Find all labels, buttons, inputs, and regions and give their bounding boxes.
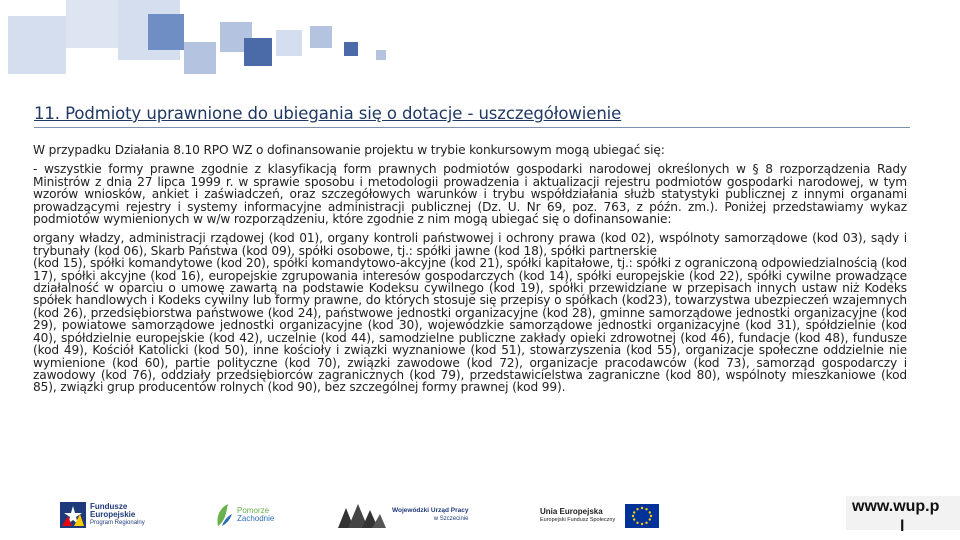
wup-blocks-icon bbox=[336, 500, 388, 530]
wup-line1: Wojewódzki Urząd Pracy bbox=[392, 507, 469, 514]
decor-square bbox=[8, 16, 66, 74]
title-divider bbox=[34, 127, 910, 128]
slide-content bbox=[33, 144, 907, 401]
decor-square bbox=[244, 38, 272, 66]
slide-title: 11. Podmioty uprawnione do ubiegania się o dotacje - uszczegółowienie bbox=[34, 104, 622, 123]
paragraph-entity-list: organy władzy, administracji rządowej (kod 01), organy kontroli państwowej i ochrony prawa (kod 02), wspólnoty samorządowe (kod 03), sądy i trybunały (kod 06), Skarb Państwa (kod 09), spółki osobowe, tj.: spółki jawne (kod 18), spółki partnerskie bbox=[33, 231, 907, 258]
fe-line1: Fundusze bbox=[90, 502, 128, 511]
decor-square bbox=[276, 30, 302, 56]
pz-line2: Zachodnie bbox=[237, 514, 275, 523]
wup-line2: w Szczecinie bbox=[433, 516, 469, 522]
decor-square bbox=[66, 0, 118, 48]
logo-fundusze-europejskie bbox=[60, 502, 145, 528]
decor-square bbox=[376, 50, 386, 60]
paragraph-entity-list-continued: (kod 15), spółki komandytowe (kod 20), spółki komandytowo-akcyjne (kod 21), spółki kapitałowe, tj.: spółki z ograniczoną odpowiedzialnością (kod 17), spółki akcyjne (kod 16), europejskie zgrupowania interesów gospodarczych (kod 14), spółki europejskie (kod 22), spółki cywilne prowadzące działalność w oparciu o umowę zawartą na podstawie Kodeksu cywilnego (kod 19), spółki przewidziane w przepisach innych ustaw niż Kodeks spółek handlowych i Kodeks cywilny lub formy prawne, do których stosuje się przepisy o spółkach (kod23), towarzystwa ubezpieczeń wzajemnych (kod 26), przedsiębiorstwa państwowe (kod 24), państwowe jednostki organizacyjne (kod 28), gminne samorządowe jednostki organizacyjne (kod 29), powiatowe samorządowe jednostki organizacyjne (kod 30), wojewódzkie samorządowe jednostki organizacyjne (kod 31), spółdzielnie (kod 40), spółdzielnie europejskie (kod 42), uczelnie (kod 44), samodzielne publiczne zakłady opieki zdrowotnej (kod 46), fundacje (kod 48), fundusze (kod 49), Kościół Katolicki (kod 50), inne kościoły i związki wyznaniowe (kod 51), stowarzyszenia (kod 55), organizacje społeczne oddzielnie nie wymienione (kod 60), partie polityczne (kod 70), związki zawodowe (kod 72), organizacje pracodawców (kod 73), samorząd gospodarczy i zawodowy (kod 76), oddziały przedsiębiorców zagranicznych (kod 79), przedstawicielstwa zagraniczne (kod 80), wspólnoty mieszkaniowe (kod 85), związki grup producentów rolnych (kod 90), bez szczególnej formy prawnej (kod 99). bbox=[33, 256, 907, 395]
website-url-tail[interactable]: l bbox=[900, 518, 905, 535]
pz-line1: Pomorze bbox=[237, 506, 270, 515]
fe-line3: Program Regionalny bbox=[90, 520, 145, 526]
logo-pomorze-zachodnie bbox=[214, 502, 274, 528]
decor-square bbox=[148, 14, 184, 50]
pz-leaf-icon bbox=[214, 502, 234, 528]
decor-square bbox=[344, 42, 358, 56]
eu-flag-icon bbox=[625, 504, 659, 528]
decor-square bbox=[310, 26, 332, 48]
intro-paragraph: W przypadku Działania 8.10 RPO WZ o dofinansowanie projektu w trybie konkursowym mogą ubiegać się: bbox=[33, 143, 665, 157]
decor-square bbox=[184, 42, 216, 74]
ue-line2: Europejski Fundusz Społeczny bbox=[540, 517, 616, 523]
footer-logos bbox=[0, 494, 960, 540]
logo-unia-europejska bbox=[540, 504, 659, 528]
fe-star-icon bbox=[60, 502, 86, 528]
logo-wup-szczecin bbox=[336, 500, 468, 530]
ue-line1: Unia Europejska bbox=[540, 507, 603, 516]
paragraph-legal-forms: - wszystkie formy prawne zgodnie z klasyfikacją form prawnych podmiotów gospodarki narodowej określonych w § 8 rozporządzenia Rady Ministrów z dnia 27 lipca 1999 r. w sprawie sposobu i metodologii prowadzenia i aktualizacji rejestru podmiotów gospodarki narodowej, w tym wzorów wniosków, ankiet i zaświadczeń, oraz szczegółowych warunków i trybu współdziałania służb statystyki publicznej z innymi organami prowadzącymi rejestry i systemy informacyjne administracji publicznej (Dz. U. Nr 69, poz. 763, z późn. zm.). Poniżej przedstawiamy wykaz podmiotów wymienionych w w/w rozporządzeniu, które zgodnie z nim mogą ubiegać się o dofinansowanie: bbox=[33, 162, 907, 227]
fe-line2: Europejskie bbox=[90, 510, 136, 519]
website-url[interactable]: www.wup.p bbox=[852, 498, 940, 515]
